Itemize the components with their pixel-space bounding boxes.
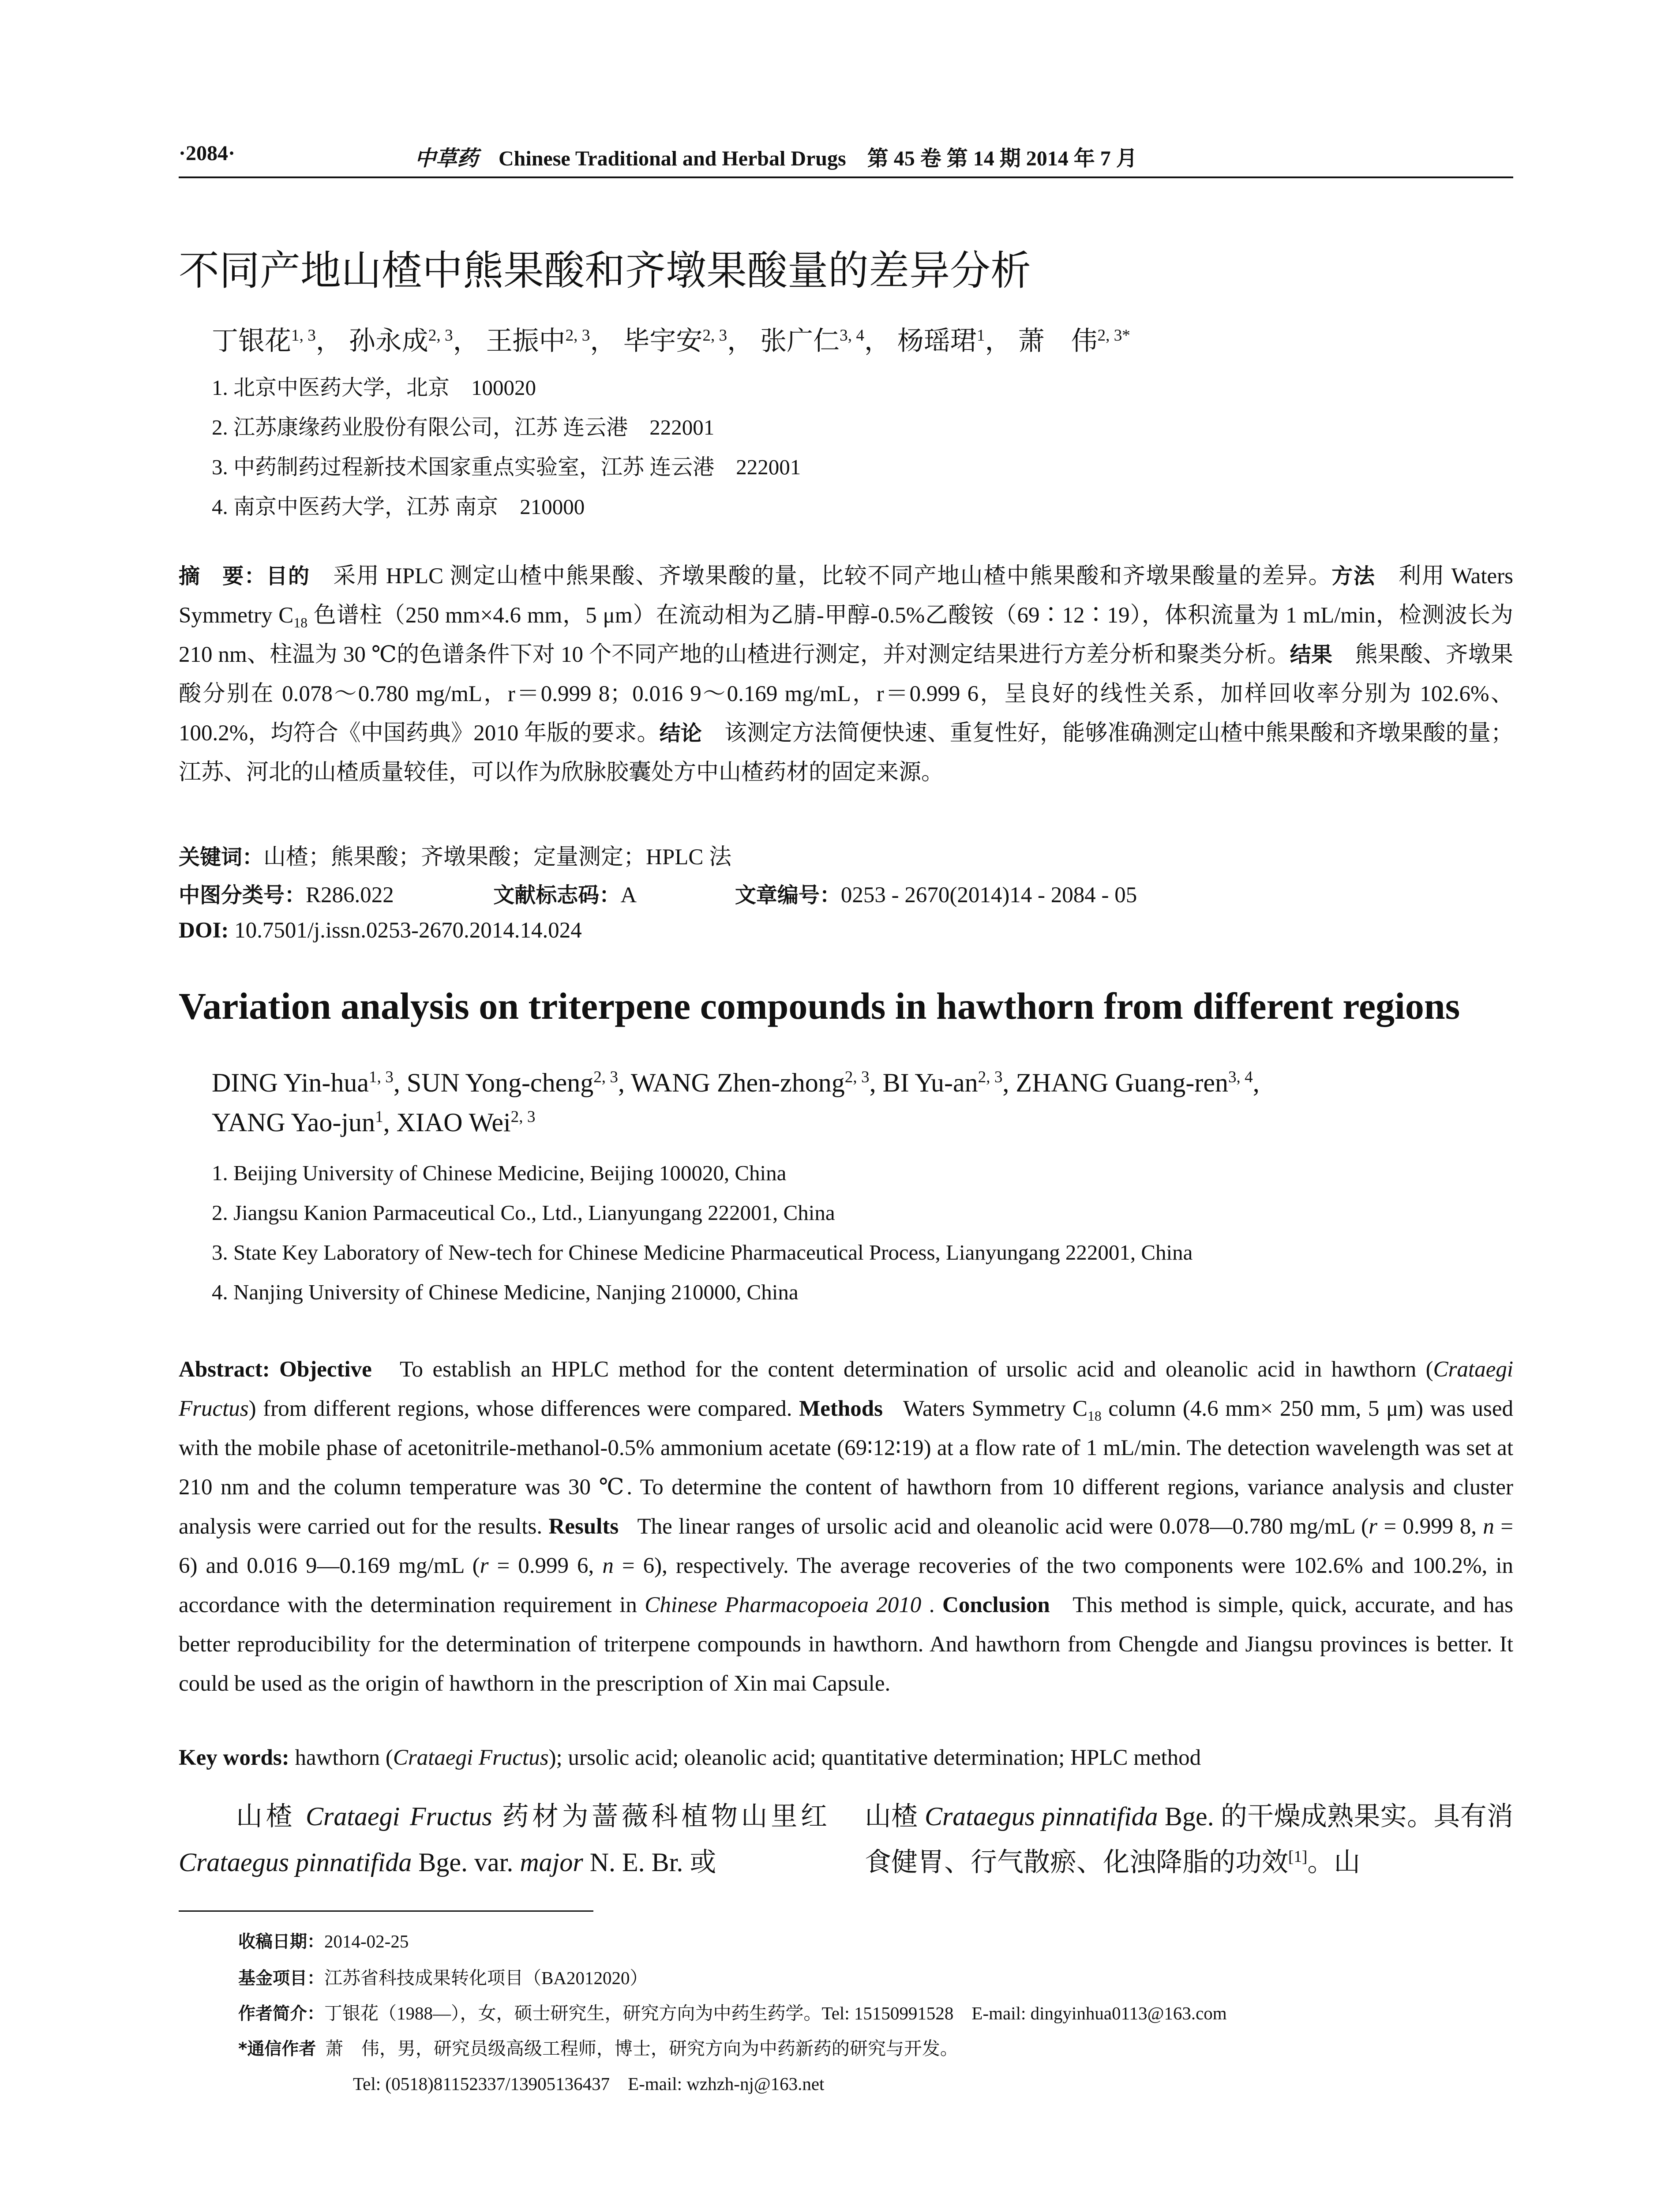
running-header — [415, 141, 1137, 172]
author: 萧 伟$^{2, 3*}$ — [1018, 326, 1130, 356]
affiliation-cn: 1. 北京中医药大学，北京 100020 — [212, 375, 536, 400]
citation-ref[interactable]: [1] — [1288, 1848, 1308, 1866]
authors-en-line1 — [212, 1068, 1260, 1098]
author: 毕宇安$^{2, 3}$ — [623, 326, 728, 356]
article-number: 文章编号：0253 - 2670(2014)14 - 2084 - 05 — [735, 883, 1137, 908]
author: XIAO Wei$^{2, 3}$ — [396, 1108, 536, 1137]
keywords-en: Key words: hawthorn (Crataegi Fructus); ursolic acid; oleanolic acid; quantitative determination; HPLC method — [179, 1745, 1201, 1770]
author: 孙永成$^{2, 3}$ — [349, 326, 453, 356]
footnote-corresponding: *通信作者 萧 伟，男，研究员级高级工程师，博士，研究方向为中药新药的研究与开发。 — [238, 2038, 958, 2059]
footnote-received: 收稿日期：2014-02-25 — [238, 1931, 409, 1952]
affiliation-en: 2. Jiangsu Kanion Parmaceutical Co., Ltd., Lianyungang 222001, China — [212, 1201, 835, 1225]
authors-en-line2 — [212, 1107, 535, 1138]
doi-line: DOI: 10.7501/j.issn.0253-2670.2014.14.024 — [179, 918, 582, 943]
footnote-rule — [179, 1910, 593, 1912]
affiliation-cn: 3. 中药制药过程新技术国家重点实验室，江苏 连云港 222001 — [212, 455, 801, 479]
keywords-cn: 关键词：山楂；熊果酸；齐墩果酸；定量测定；HPLC 法 — [179, 845, 732, 870]
affiliation-cn: 4. 南京中医药大学，江苏 南京 210000 — [212, 495, 585, 519]
journal-name-cn: 中草药 — [415, 147, 479, 170]
author: BI Yu-an$^{2, 3}$, — [882, 1068, 1016, 1097]
footnote-author: 作者简介：丁银花（1988—），女，硕士研究生，研究方向为中药生药学。Tel: 15150991528 E-mail: dingyinhua0113@163.com — [238, 2003, 1227, 2024]
page-number: ·2084· — [179, 142, 236, 165]
affiliation-en: 3. State Key Laboratory of New-tech for Chinese Medicine Pharmaceutical Process, Lianyungang 222001, China — [212, 1240, 1193, 1264]
journal-name-en: Chinese Traditional and Herbal Drugs — [499, 147, 846, 170]
title-cn: 不同产地山楂中熊果酸和齐墩果酸量的差异分析 — [179, 247, 1031, 294]
header-rule — [179, 176, 1513, 178]
author: 王振中$^{2, 3}$ — [486, 326, 590, 356]
abstract-en: Abstract: Objective To establish an HPLC method for the content determination of ursolic acid and oleanolic acid in hawthorn (Crataegi Fructus) from different regions, whose differences were compared. Methods Waters Symmetry $C_{18}$ column (4.6 mm× 250 mm, 5 μm) was used with the mobile phase of acetonitrile-methanol-0.5% ammonium acetate (69∶12∶19) at a flow rate of 1 mL/min. The detection wavelength was set at 210 nm and the column temperature was 30 ℃. To determine the content of hawthorn from 10 different regions, variance analysis and cluster analysis were carried out for the results. Results The linear ranges of ursolic acid and oleanolic acid were 0.078—0.780 mg/mL (r = 0.999 8, n = 6) and 0.016 9—0.169 mg/mL (r = 0.999 6, n = 6), respectively. The average recoveries of the two components were 102.6% and 100.2%, in accordance with the determination requirement in Chinese Pharmacopoeia 2010 . Conclusion This method is simple, quick, accurate, and has better reproducibility for the determination of triterpene compounds in hawthorn. And hawthorn from Chengde and Jiangsu provinces is better. It could be used as the origin of hawthorn in the prescription of Xin mai Capsule. — [179, 1357, 1514, 1696]
footnote-fund: 基金项目：江苏省科技成果转化项目（BA2012020） — [238, 1968, 648, 1988]
author: 张广仁$^{3, 4}$ — [760, 326, 864, 356]
affiliation-en: 4. Nanjing University of Chinese Medicine, Nanjing 210000, China — [212, 1280, 799, 1304]
author: DING Yin-hua$^{1, 3}$, — [212, 1068, 407, 1097]
clc-number: 中图分类号：R286.022 — [179, 883, 394, 908]
author: YANG Yao-jun$^1$, — [212, 1108, 397, 1137]
journal-issue: 第 45 卷 第 14 期 2014 年 7 月 — [867, 147, 1137, 170]
document-code: 文献标志码：A — [493, 883, 636, 908]
authors-cn: 丁银花$^{1, 3}$， 孙永成$^{2, 3}$， 王振中$^{2, 3}$， 毕宇安$^{2, 3}$， 张广仁$^{3, 4}$， 杨瑶珺$^1$， 萧 伟$^{2, 3*}$ — [212, 326, 1130, 356]
body-column-left: 山楂 Crataegi Fructus 药材为蔷薇科植物山里红 Crataegus pinnatifida Bge. var. major N. E. Br. 或 — [179, 1802, 828, 1877]
author: ZHANG Guang-ren$^{3, 4}$, — [1016, 1068, 1260, 1097]
abstract-cn: 摘 要：目的 采用 HPLC 测定山楂中熊果酸、齐墩果酸的量，比较不同产地山楂中熊果酸和齐墩果酸量的差异。方法 利用 Waters Symmetry $C_{18}$ 色谱柱（250 mm×4.6 mm，5 μm）在流动相为乙腈-甲醇-0.5%乙酸铵（69∶12∶19），体积流量为 1 mL/min，检测波长为 210 nm、柱温为 30 ℃的色谱条件下对 10 个不同产地的山楂进行测定，并对测定结果进行方差分析和聚类分析。结果 熊果酸、齐墩果酸分别在 0.078～0.780 mg/mL，r＝0.999 8；0.016 9～0.169 mg/mL，r＝0.999 6，呈良好的线性关系，加样回收率分别为 102.6%、100.2%，均符合《中国药典》2010 年版的要求。结论 该测定方法简便快速、重复性好，能够准确测定山楂中熊果酸和齐墩果酸的量；江苏、河北的山楂质量较佳，可以作为欣脉胶囊处方中山楂药材的固定来源。 — [179, 564, 1513, 785]
author: SUN Yong-cheng$^{2, 3}$, — [406, 1068, 631, 1097]
affiliation-en: 1. Beijing University of Chinese Medicine, Beijing 100020, China — [212, 1161, 787, 1185]
author: 杨瑶珺$^1$ — [897, 326, 985, 356]
body-column-right: 山楂 Crataegus pinnatifida Bge. 的干燥成熟果实。具有消食健胃、行气散瘀、化浊降脂的功效[1]。山 — [865, 1802, 1514, 1877]
author: 丁银花$^{1, 3}$ — [212, 326, 316, 356]
title-en: Variation analysis on triterpene compounds in hawthorn from different regions — [179, 985, 1460, 1027]
affiliation-cn: 2. 江苏康缘药业股份有限公司，江苏 连云港 222001 — [212, 415, 715, 439]
classification-line — [179, 878, 1137, 908]
author: WANG Zhen-zhong$^{2, 3}$, — [630, 1068, 883, 1097]
footnote-contact: Tel: (0518)81152337/13905136437 E-mail: wzhzh-nj@163.net — [353, 2074, 825, 2094]
